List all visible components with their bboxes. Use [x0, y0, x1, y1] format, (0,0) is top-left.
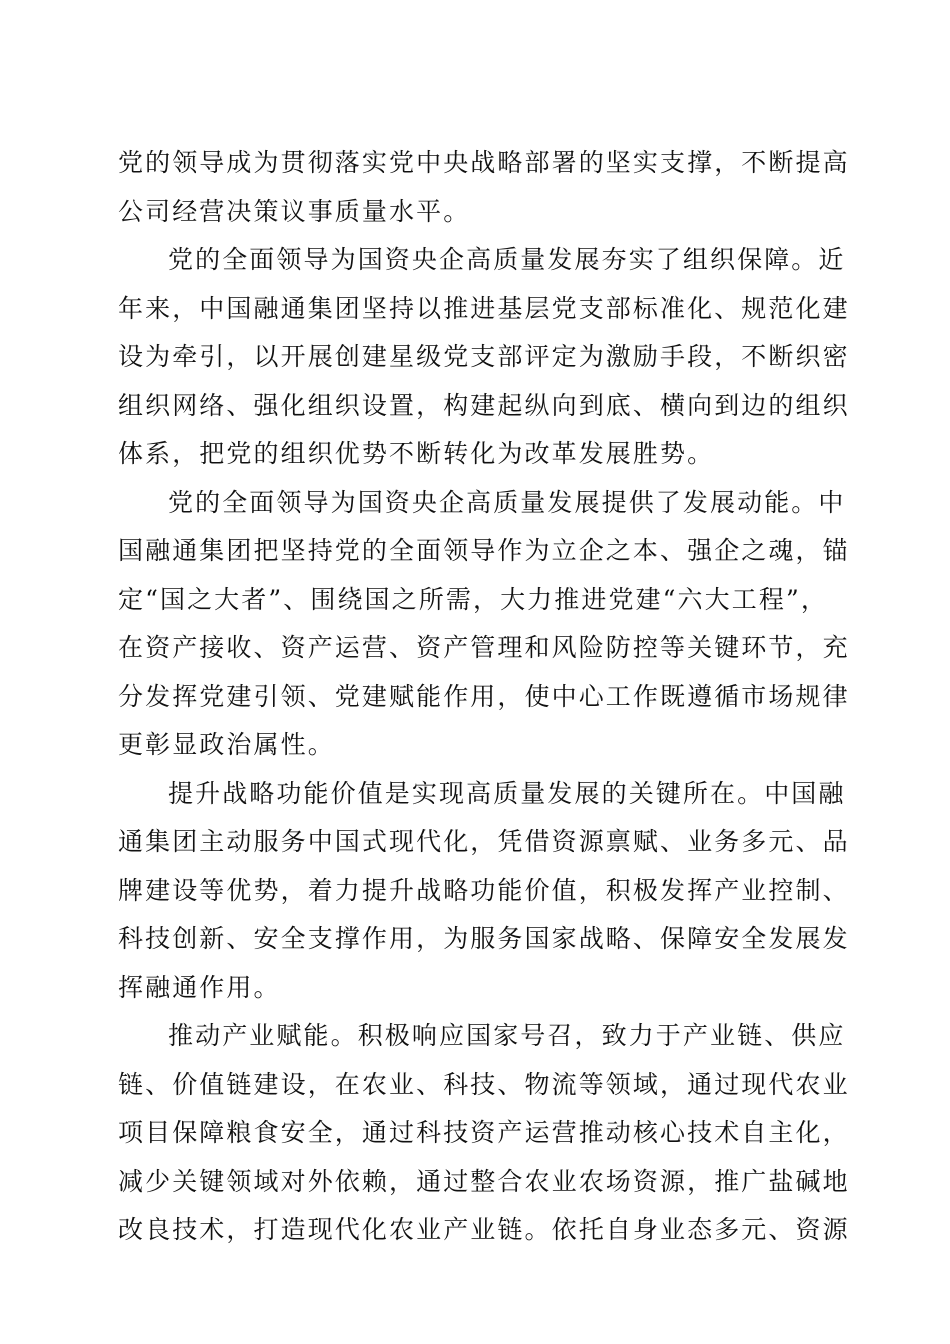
text-line-22: 减少关键领域对外依赖，通过整合农业农场资源，推广盐碱地	[118, 1167, 850, 1196]
text-line-1: 党的领导成为贯彻落实党中央战略部署的坚实支撑，不断提高	[118, 148, 850, 177]
text-line-21: 项目保障粮食安全，通过科技资产运营推动核心技术自主化，	[118, 1118, 850, 1147]
text-line-2: 公司经营决策议事质量水平。	[118, 197, 471, 226]
text-line-12: 分发挥党建引领、党建赋能作用，使中心工作既遵循市场规律	[118, 682, 850, 711]
text-line-20: 链、价值链建设，在农业、科技、物流等领域，通过现代农业	[118, 1070, 850, 1099]
text-line-10: 定“国之大者”、围绕国之所需，大力推进党建“六大工程”，	[118, 585, 828, 614]
text-line-11: 在资产接收、资产运营、资产管理和风险防控等关键环节，充	[118, 633, 850, 662]
text-line-7: 体系，把党的组织优势不断转化为改革发展胜势。	[118, 439, 715, 468]
text-line-17: 科技创新、安全支撑作用，为服务国家战略、保障安全发展发	[118, 924, 850, 953]
paragraph-start-line: 党的全面领导为国资央企高质量发展夯实了组织保障。近	[168, 245, 846, 274]
paragraph-start-line: 党的全面领导为国资央企高质量发展提供了发展动能。中	[168, 488, 846, 517]
text-line-5: 设为牵引，以开展创建星级党支部评定为激励手段，不断织密	[118, 342, 850, 371]
text-line-6: 组织网络、强化组织设置，构建起纵向到底、横向到边的组织	[118, 391, 850, 420]
paragraph-start-line: 提升战略功能价值是实现高质量发展的关键所在。中国融	[168, 779, 846, 808]
text-line-16: 牌建设等优势，着力提升战略功能价值，积极发挥产业控制、	[118, 876, 850, 905]
text-line-23: 改良技术，打造现代化农业产业链。依托自身业态多元、资源	[118, 1215, 850, 1244]
text-line-13: 更彰显政治属性。	[118, 730, 335, 759]
text-line-9: 国融通集团把坚持党的全面领导作为立企之本、强企之魂，锚	[118, 536, 850, 565]
paragraph-start-line: 推动产业赋能。积极响应国家号召，致力于产业链、供应	[168, 1021, 846, 1050]
text-line-4: 年来，中国融通集团坚持以推进基层党支部标准化、规范化建	[118, 294, 850, 323]
text-line-15: 通集团主动服务中国式现代化，凭借资源禀赋、业务多元、品	[118, 827, 850, 856]
text-line-18: 挥融通作用。	[118, 973, 281, 1002]
